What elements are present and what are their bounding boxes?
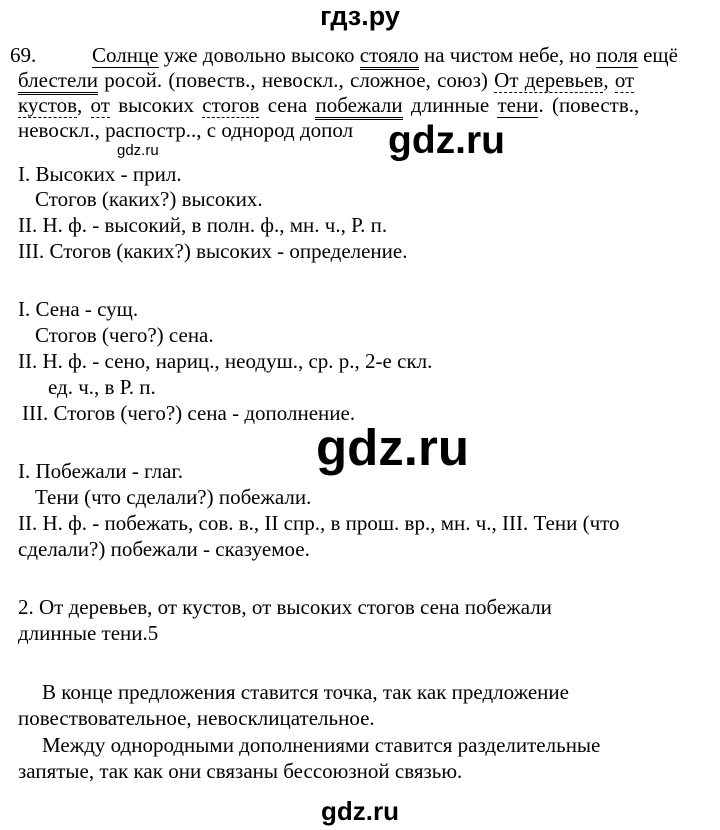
task-line-1: [10, 43, 678, 67]
watermark-small: gdz.ru: [117, 142, 159, 159]
object-word: От деревьев: [494, 68, 604, 92]
explanation-line: Между однородными дополнениями ставится разделительные: [42, 733, 601, 757]
analysis-line: Стогов (каких?) высоких.: [35, 187, 263, 211]
task-line-3: [18, 93, 639, 117]
analysis-line: I. Побежали - глаг.: [18, 459, 183, 483]
watermark-large: gdz.ru: [316, 419, 469, 476]
analysis-line: Тени (что сделали?) побежали.: [35, 485, 312, 509]
object-word: от: [614, 68, 635, 92]
object-word: стогов: [202, 93, 260, 117]
analysis-line: II. Н. ф. - высокий, в полн. ф., мн. ч., Р. п.: [18, 213, 388, 237]
explanation-line: В конце предложения ставится точка, так как предложение: [42, 680, 569, 704]
text-fragment: росой. (повеств., невоскл., сложное, союз): [98, 68, 495, 92]
watermark-large: gdz.ru: [388, 119, 505, 162]
predicate-word: побежали: [315, 93, 402, 120]
answer-line: 2. От деревьев, от кустов, от высоких стогов сена побежали: [18, 595, 552, 619]
text-fragment: ещё: [637, 43, 678, 67]
site-header: гдз.ру: [320, 1, 400, 31]
text-fragment: на чистом небе, но: [418, 43, 597, 67]
explanation-line: повествовательное, невосклицательное.: [18, 706, 375, 730]
footer-watermark: gdz.ru: [321, 796, 399, 826]
analysis-line: III. Стогов (каких?) высоких - определение.: [18, 239, 408, 263]
answer-line: длинные тени.5: [18, 621, 159, 645]
analysis-line: Стогов (чего?) сена.: [35, 323, 214, 347]
subject-word: поля: [596, 43, 638, 67]
object-word: от: [90, 93, 110, 117]
text-fragment: ,: [603, 68, 615, 92]
predicate-word: блестели: [18, 68, 98, 95]
subject-word: тени: [497, 93, 539, 117]
analysis-line: сделали?) побежали - сказуемое.: [18, 537, 310, 561]
explanation-line: запятые, так как они связаны бессоюзной связью.: [18, 759, 463, 783]
analysis-line: ед. ч., в Р. п.: [48, 375, 156, 399]
analysis-line: I. Сена - сущ.: [18, 297, 139, 321]
text-fragment: сена: [259, 93, 316, 117]
analysis-line: I. Высоких - прил.: [18, 162, 182, 186]
text-fragment: невоскл., распостр.., с однород допол: [18, 118, 354, 142]
text-fragment: длинные: [402, 93, 498, 117]
subject-word: Солнце: [92, 43, 159, 67]
predicate-word: стояло: [360, 43, 419, 70]
text-fragment: . (повеств.,: [538, 93, 640, 117]
text-fragment: уже довольно высоко: [158, 43, 360, 67]
text-fragment: ,: [77, 93, 91, 117]
task-line-4: [18, 118, 353, 142]
analysis-line: III. Стогов (чего?) сена - дополнение.: [22, 401, 356, 425]
task-line-2: [18, 68, 634, 92]
task-number: 69.: [10, 43, 37, 67]
text-fragment: высоких: [109, 93, 203, 117]
analysis-line: II. Н. ф. - сено, нариц., неодуш., ср. р., 2-е скл.: [18, 349, 433, 373]
object-word: кустов: [18, 93, 78, 117]
analysis-line: II. Н. ф. - побежать, сов. в., II спр., в прош. вр., мн. ч., III. Тени (что: [18, 511, 620, 535]
